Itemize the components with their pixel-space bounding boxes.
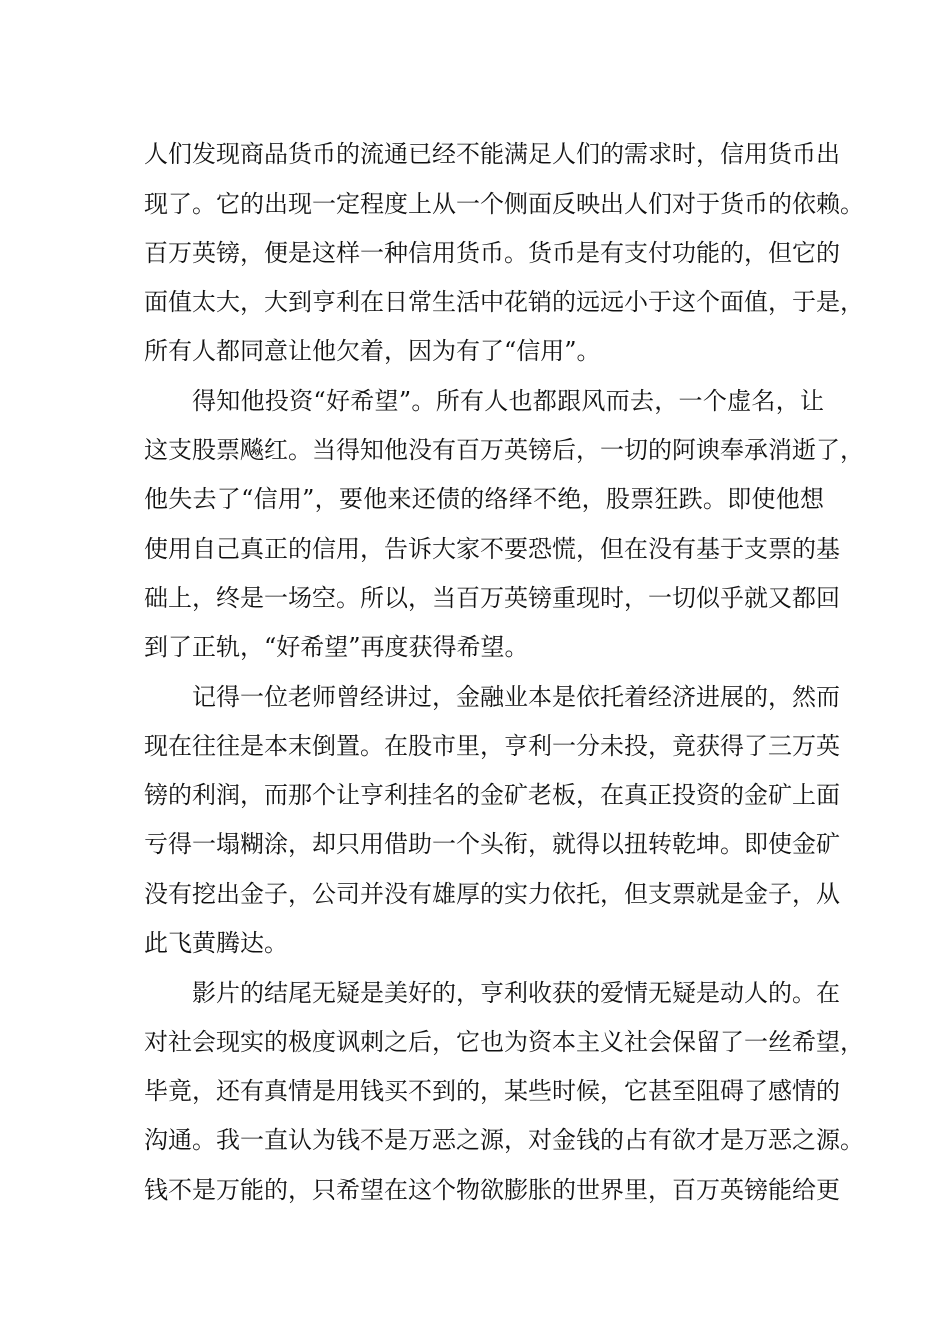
paragraph-3-line-2: 现在往往是本末倒置。在股市里，亨利一分未投，竟获得了三万英	[144, 732, 840, 760]
paragraph-2-line-6: 到了正轨，“好希望”再度获得希望。	[144, 633, 529, 661]
paragraph-3-line-4: 亏得一塌糊涂，却只用借助一个头衔，就得以扭转乾坤。即使金矿	[144, 830, 840, 858]
paragraph-1-line-1: 人们发现商品货币的流通已经不能满足人们的需求时，信用货币出	[144, 140, 840, 168]
paragraph-4-line-4: 沟通。我一直认为钱不是万恶之源，对金钱的占有欲才是万恶之源。	[144, 1126, 864, 1154]
paragraph-4-line-2: 对社会现实的极度讽刺之后，它也为资本主义社会保留了一丝希望，	[144, 1028, 864, 1056]
paragraph-2-line-2: 这支股票飚红。当得知他没有百万英镑后，一切的阿谀奉承消逝了，	[144, 436, 864, 464]
paragraph-1-line-3: 百万英镑，便是这样一种信用货币。货币是有支付功能的，但它的	[144, 239, 840, 267]
paragraph-1-line-5: 所有人都同意让他欠着，因为有了“信用”。	[144, 337, 601, 365]
paragraph-3-line-6: 此飞黄腾达。	[144, 929, 288, 957]
paragraph-4-line-1: 影片的结尾无疑是美好的，亨利收获的爱情无疑是动人的。在	[192, 979, 840, 1007]
paragraph-2-line-1: 得知他投资“好希望”。所有人也都跟风而去，一个虚名，让	[192, 387, 824, 415]
paragraph-4-line-3: 毕竟，还有真情是用钱买不到的，某些时候，它甚至阻碍了感情的	[144, 1077, 840, 1105]
paragraph-2-line-5: 础上，终是一场空。所以，当百万英镑重现时，一切似乎就又都回	[144, 584, 840, 612]
paragraph-1-line-4: 面值太大，大到亨利在日常生活中花销的远远小于这个面值，于是，	[144, 288, 864, 316]
paragraph-1-line-2: 现了。它的出现一定程度上从一个侧面反映出人们对于货币的依赖。	[144, 190, 864, 218]
paragraph-3-line-5: 没有挖出金子，公司并没有雄厚的实力依托，但支票就是金子，从	[144, 880, 840, 908]
paragraph-2-line-3: 他失去了“信用”，要他来还债的络绎不绝，股票狂跌。即使他想	[144, 485, 824, 513]
paragraph-3-line-3: 镑的利润，而那个让亨利挂名的金矿老板，在真正投资的金矿上面	[144, 781, 840, 809]
paragraph-4-line-5: 钱不是万能的，只希望在这个物欲膨胀的世界里，百万英镑能给更	[144, 1176, 840, 1204]
paragraph-2-line-4: 使用自己真正的信用，告诉大家不要恐慌，但在没有基于支票的基	[144, 535, 840, 563]
paragraph-3-line-1: 记得一位老师曾经讲过，金融业本是依托着经济进展的，然而	[192, 683, 840, 711]
